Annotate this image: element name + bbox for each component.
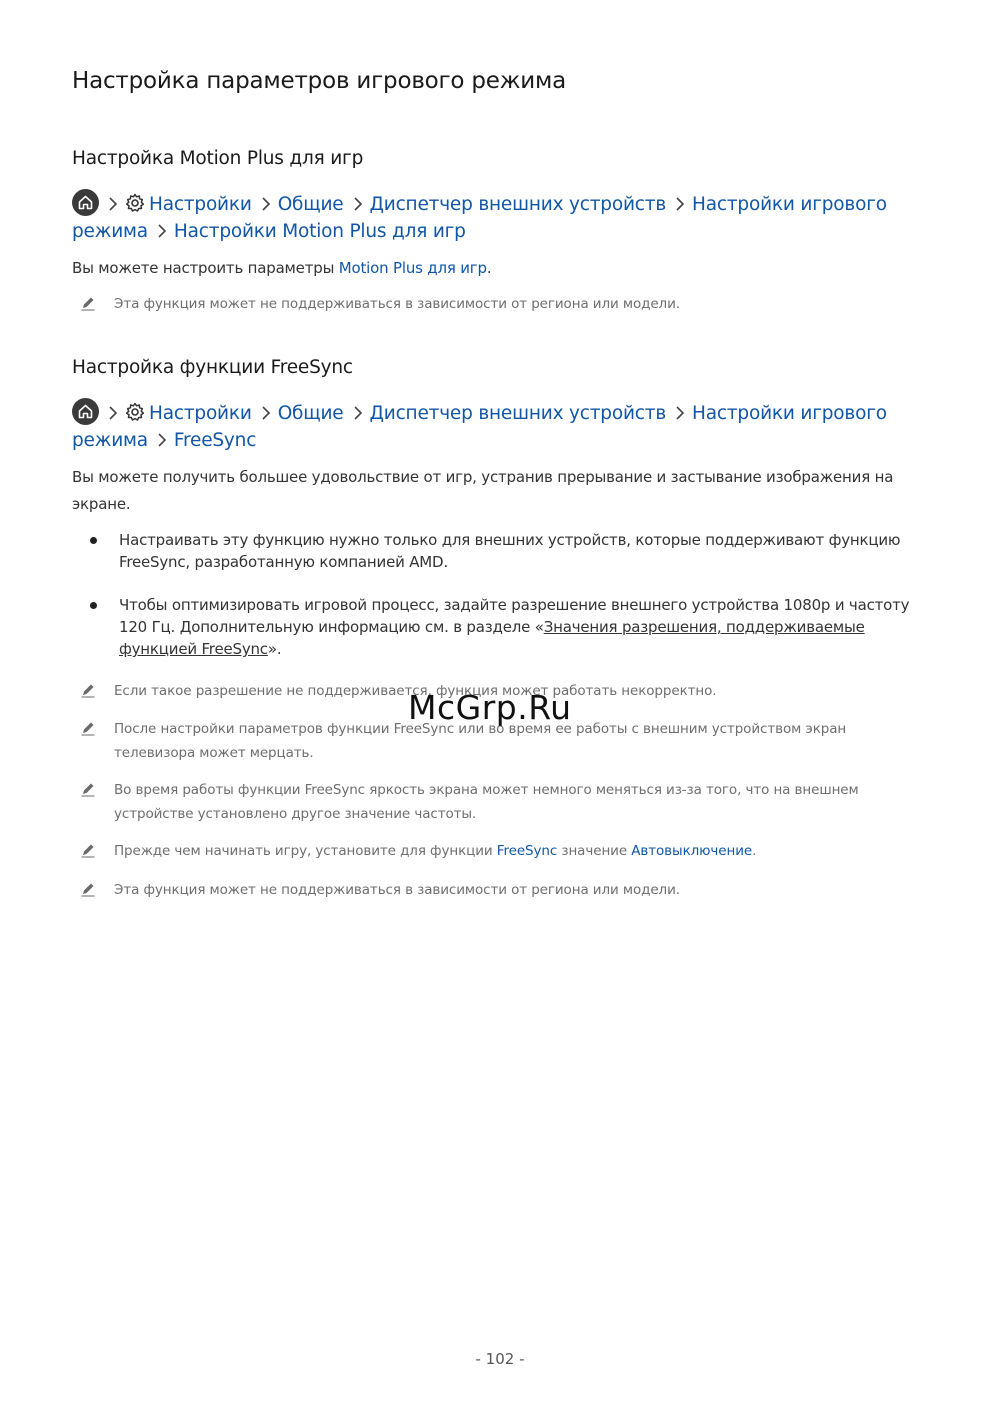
note-punct: . — [752, 843, 757, 859]
pencil-icon — [80, 781, 96, 797]
page-number: - 102 - — [475, 1350, 525, 1368]
path-item-game-mode-settings[interactable]: Настройки игрового режима — [72, 403, 887, 451]
resolution-reference-link[interactable]: Значения разрешения, поддерживаемые функцией FreeSync — [119, 618, 865, 658]
chevron-right-icon — [352, 197, 364, 211]
bullet-amd: Настраивать эту функцию нужно только для внешних устройств, которые поддерживают функцию FreeSync, разработанную компанией AMD. — [119, 531, 901, 571]
bullet-dot — [90, 602, 97, 609]
note-region: Эта функция может не поддерживаться в зависимости от региона или модели. — [114, 882, 680, 898]
pencil-icon — [80, 295, 96, 311]
path-item-settings[interactable]: Настройки — [149, 403, 252, 424]
path-item-device-manager[interactable]: Диспетчер внешних устройств — [369, 194, 667, 215]
chevron-right-icon — [352, 406, 364, 420]
section-title-freesync: Настройка функции FreeSync — [72, 357, 353, 378]
bullet-text: Чтобы оптимизировать игровой процесс, задайте разрешение внешнего устройства 1080p и частоту 120 Гц. Дополнительную информацию см. в разделе « — [119, 596, 910, 636]
path-item-general[interactable]: Общие — [277, 194, 344, 215]
body-text: Вы можете настроить параметры — [72, 259, 339, 277]
note-unsupported-resolution: Если такое разрешение не поддерживается, функция может работать некорректно. — [114, 683, 717, 699]
chevron-right-icon — [674, 406, 686, 420]
path-item-device-manager[interactable]: Диспетчер внешних устройств — [369, 403, 667, 424]
page-title: Настройка параметров игрового режима — [72, 68, 567, 94]
pencil-icon — [80, 842, 96, 858]
path-item-game-mode-settings[interactable]: Настройки игрового режима — [72, 194, 887, 242]
home-icon — [72, 189, 99, 216]
path-item-settings[interactable]: Настройки — [149, 194, 252, 215]
pencil-icon — [80, 720, 96, 736]
section-title-motion-plus: Настройка Motion Plus для игр — [72, 148, 364, 169]
pencil-icon — [80, 682, 96, 698]
chevron-right-icon — [260, 406, 272, 420]
note-auto-off — [114, 839, 924, 863]
note-text: значение — [557, 843, 632, 859]
menu-path-motion-plus — [72, 189, 932, 245]
note-flicker: После настройки параметров функции FreeSync или во время ее работы с внешним устройством экран телевизора может мерцать. — [114, 721, 847, 761]
bullet-resolution — [119, 594, 934, 660]
gear-icon — [125, 193, 145, 213]
note-brightness: Во время работы функции FreeSync яркость экрана может немного меняться из-за того, что на внешнем устройстве установлено другое значение частоты. — [114, 782, 859, 822]
path-item-general[interactable]: Общие — [277, 403, 344, 424]
freesync-link[interactable]: FreeSync — [496, 843, 558, 859]
menu-path-freesync — [72, 398, 932, 454]
auto-off-link[interactable]: Автовыключение — [631, 843, 753, 859]
chevron-right-icon — [674, 197, 686, 211]
chevron-right-icon — [260, 197, 272, 211]
home-icon — [72, 398, 99, 425]
pencil-icon — [80, 881, 96, 897]
chevron-right-icon — [156, 224, 168, 238]
section2-body: Вы можете получить большее удовольствие от игр, устранив прерывание и застывание изображения на экране. — [72, 468, 894, 513]
chevron-right-icon — [107, 406, 119, 420]
chevron-right-icon — [107, 197, 119, 211]
body-punct: . — [486, 259, 492, 277]
gear-icon — [125, 402, 145, 422]
path-item-motion-plus[interactable]: Настройки Motion Plus для игр — [173, 221, 466, 242]
bullet-dot — [90, 537, 97, 544]
bullet-punct: ». — [267, 640, 282, 658]
chevron-right-icon — [156, 433, 168, 447]
motion-plus-link[interactable]: Motion Plus для игр — [338, 259, 487, 277]
watermark: McGrp.Ru — [408, 688, 572, 727]
section1-body — [72, 255, 922, 282]
path-item-freesync[interactable]: FreeSync — [173, 430, 257, 451]
note-region: Эта функция может не поддерживаться в зависимости от региона или модели. — [114, 296, 680, 312]
note-text: Прежде чем начинать игру, установите для функции — [114, 843, 497, 859]
